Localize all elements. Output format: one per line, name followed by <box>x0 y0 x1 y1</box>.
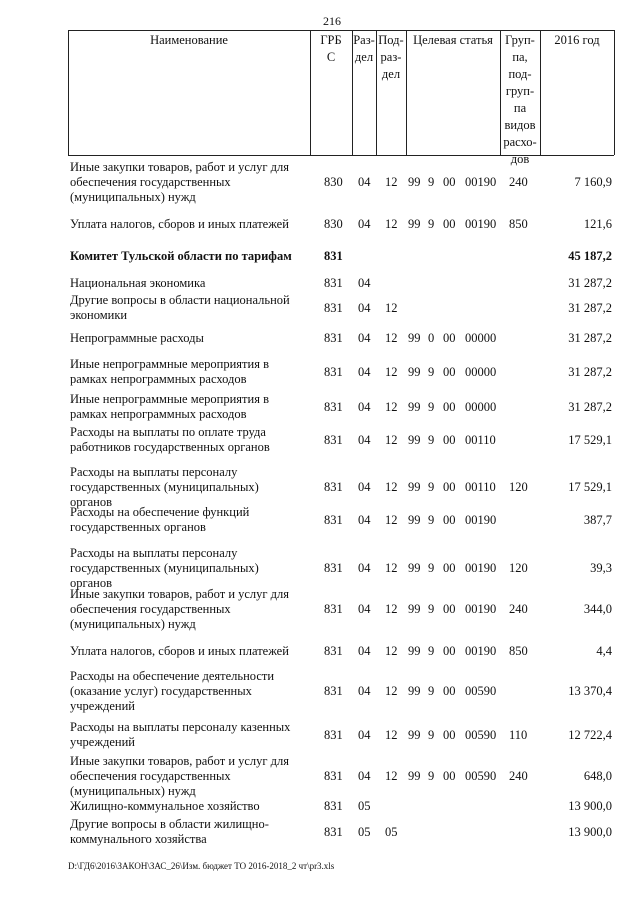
target-direction-cell: 00190 <box>465 513 497 527</box>
grbs-cell: 831 <box>324 799 343 813</box>
row-name: Иные закупки товаров, работ и услуг для обеспечения государственных (муниципальных) нужд <box>70 754 290 798</box>
row-name: Расходы на выплаты персоналу государственных (муниципальных) органов <box>70 546 259 590</box>
target-direction-cell: 00000 <box>465 400 497 414</box>
grbs-cell: 831 <box>324 365 343 379</box>
sum-cell: 13 370,4 <box>568 684 612 698</box>
target-direction-cell: 00110 <box>465 480 496 494</box>
razdel-cell: 04 <box>358 217 371 231</box>
podrazdel-cell: 12 <box>385 175 398 189</box>
target-direction-cell: 00190 <box>465 602 497 616</box>
expense-type-cell: 850 <box>509 644 528 658</box>
target-subprogram-cell: 9 <box>428 433 435 447</box>
header-group-line: видов <box>504 118 536 132</box>
header-year: 2016 год <box>554 33 600 47</box>
expense-type-cell: 120 <box>509 561 528 575</box>
target-program-cell: 99 <box>408 365 421 379</box>
sum-cell: 7 160,9 <box>574 175 612 189</box>
grbs-cell: 831 <box>324 513 343 527</box>
podrazdel-cell: 12 <box>385 602 398 616</box>
podrazdel-cell: 12 <box>385 301 398 315</box>
target-program-cell: 99 <box>408 480 421 494</box>
expense-type-cell: 850 <box>509 217 528 231</box>
header-grbs <box>310 32 352 66</box>
target-direction-cell: 00190 <box>465 217 497 231</box>
target-main-cell: 00 <box>443 433 456 447</box>
row-name: Иные закупки товаров, работ и услуг для обеспечения государственных (муниципальных) нужд <box>70 587 290 631</box>
razdel-cell: 04 <box>358 561 371 575</box>
expense-type-cell: 240 <box>509 602 528 616</box>
grbs-cell: 831 <box>324 728 343 742</box>
sum-cell: 387,7 <box>583 513 612 527</box>
razdel-cell: 04 <box>358 433 371 447</box>
sum-cell: 17 529,1 <box>568 480 612 494</box>
target-direction-cell: 00190 <box>465 644 497 658</box>
grbs-cell: 831 <box>324 480 343 494</box>
razdel-cell: 04 <box>358 365 371 379</box>
header-group-line: под- <box>508 67 532 81</box>
grbs-cell: 831 <box>324 644 343 658</box>
target-direction-cell: 00590 <box>465 769 497 783</box>
sum-cell: 13 900,0 <box>568 799 612 813</box>
razdel-cell: 04 <box>358 644 371 658</box>
row-name: Комитет Тульской области по тарифам <box>70 249 292 263</box>
target-main-cell: 00 <box>443 561 456 575</box>
row-name: Расходы на обеспечение деятельности (оказание услуг) государственных учреждений <box>70 669 275 713</box>
header-name: Наименование <box>150 33 228 47</box>
header-podrazdel-line: раз- <box>380 50 402 64</box>
expense-type-cell: 110 <box>509 728 528 742</box>
grbs-cell: 831 <box>324 301 343 315</box>
header-target: Целевая статья <box>413 33 493 47</box>
header-group-line: груп- <box>505 84 535 98</box>
grbs-cell: 831 <box>324 602 343 616</box>
header-group-line: Груп- <box>505 33 535 47</box>
razdel-cell: 04 <box>358 331 371 345</box>
row-name: Иные непрограммные мероприятия в рамках непрограммных расходов <box>70 357 269 386</box>
row-name: Уплата налогов, сборов и иных платежей <box>70 217 289 231</box>
target-program-cell: 99 <box>408 400 421 414</box>
sum-cell: 4,4 <box>596 644 612 658</box>
target-program-cell: 99 <box>408 331 421 345</box>
target-direction-cell: 00590 <box>465 684 497 698</box>
expense-type-cell: 240 <box>509 175 528 189</box>
header-razdel-line: Раз- <box>353 33 375 47</box>
target-main-cell: 00 <box>443 400 456 414</box>
razdel-cell: 05 <box>358 799 371 813</box>
target-subprogram-cell: 9 <box>428 561 435 575</box>
sum-cell: 12 722,4 <box>568 728 612 742</box>
row-name: Иные закупки товаров, работ и услуг для обеспечения государственных (муниципальных) нужд <box>70 160 290 204</box>
sum-cell: 39,3 <box>590 561 612 575</box>
grbs-cell: 830 <box>324 217 343 231</box>
header-razdel-line: дел <box>354 50 374 64</box>
target-direction-cell: 00190 <box>465 175 497 189</box>
razdel-cell: 04 <box>358 301 371 315</box>
grbs-cell: 831 <box>324 769 343 783</box>
row-name: Другие вопросы в области национальной экономики <box>70 293 290 322</box>
expense-type-cell: 240 <box>509 769 528 783</box>
header-podrazdel <box>376 32 406 83</box>
header-grbs-line: С <box>326 50 336 64</box>
podrazdel-cell: 12 <box>385 217 398 231</box>
podrazdel-cell: 12 <box>385 769 398 783</box>
target-program-cell: 99 <box>408 561 421 575</box>
target-program-cell: 99 <box>408 728 421 742</box>
row-name: Иные непрограммные мероприятия в рамках непрограммных расходов <box>70 392 269 421</box>
sum-cell: 31 287,2 <box>568 276 612 290</box>
target-subprogram-cell: 9 <box>428 728 435 742</box>
sum-cell: 31 287,2 <box>568 400 612 414</box>
row-name: Национальная экономика <box>70 276 206 290</box>
target-main-cell: 00 <box>443 684 456 698</box>
target-subprogram-cell: 9 <box>428 602 435 616</box>
podrazdel-cell: 12 <box>385 331 398 345</box>
target-main-cell: 00 <box>443 217 456 231</box>
grbs-cell: 831 <box>324 331 343 345</box>
expense-type-cell: 120 <box>509 480 528 494</box>
grbs-cell: 831 <box>324 249 343 263</box>
sum-cell: 31 287,2 <box>568 331 612 345</box>
row-name: Расходы на выплаты по оплате труда работников государственных органов <box>70 425 270 454</box>
target-main-cell: 00 <box>443 644 456 658</box>
target-program-cell: 99 <box>408 684 421 698</box>
razdel-cell: 05 <box>358 825 371 839</box>
target-subprogram-cell: 9 <box>428 400 435 414</box>
sum-cell: 121,6 <box>583 217 612 231</box>
razdel-cell: 04 <box>358 480 371 494</box>
target-program-cell: 99 <box>408 175 421 189</box>
sum-cell: 31 287,2 <box>568 365 612 379</box>
header-podrazdel-line: дел <box>381 67 401 81</box>
razdel-cell: 04 <box>358 728 371 742</box>
row-name: Жилищно-коммунальное хозяйство <box>70 799 260 813</box>
target-subprogram-cell: 9 <box>428 513 435 527</box>
podrazdel-cell: 12 <box>385 433 398 447</box>
razdel-cell: 04 <box>358 400 371 414</box>
header-grid-line <box>614 30 615 155</box>
target-program-cell: 99 <box>408 513 421 527</box>
target-program-cell: 99 <box>408 769 421 783</box>
target-program-cell: 99 <box>408 433 421 447</box>
row-name: Другие вопросы в области жилищно-коммунального хозяйства <box>70 817 269 846</box>
header-podrazdel-line: Под- <box>378 33 404 47</box>
grbs-cell: 831 <box>324 825 343 839</box>
target-subprogram-cell: 9 <box>428 684 435 698</box>
sum-cell: 13 900,0 <box>568 825 612 839</box>
razdel-cell: 04 <box>358 602 371 616</box>
podrazdel-cell: 12 <box>385 513 398 527</box>
razdel-cell: 04 <box>358 684 371 698</box>
podrazdel-cell: 12 <box>385 365 398 379</box>
row-name: Непрограммные расходы <box>70 331 204 345</box>
razdel-cell: 04 <box>358 513 371 527</box>
sum-cell: 31 287,2 <box>568 301 612 315</box>
page-number: 216 <box>323 14 341 28</box>
target-program-cell: 99 <box>408 602 421 616</box>
razdel-cell: 04 <box>358 175 371 189</box>
podrazdel-cell: 12 <box>385 728 398 742</box>
header-grbs-line: ГРБ <box>320 33 342 47</box>
podrazdel-cell: 12 <box>385 561 398 575</box>
target-subprogram-cell: 9 <box>428 365 435 379</box>
target-subprogram-cell: 9 <box>428 480 435 494</box>
header-rule <box>68 30 614 31</box>
target-main-cell: 00 <box>443 769 456 783</box>
podrazdel-cell: 12 <box>385 644 398 658</box>
podrazdel-cell: 12 <box>385 684 398 698</box>
header-group-line: па <box>513 101 527 115</box>
target-main-cell: 00 <box>443 331 456 345</box>
row-name: Уплата налогов, сборов и иных платежей <box>70 644 289 658</box>
target-main-cell: 00 <box>443 513 456 527</box>
header-razdel <box>352 32 376 66</box>
target-main-cell: 00 <box>443 365 456 379</box>
target-subprogram-cell: 0 <box>428 331 435 345</box>
target-program-cell: 99 <box>408 217 421 231</box>
target-direction-cell: 00000 <box>465 331 497 345</box>
target-subprogram-cell: 9 <box>428 175 435 189</box>
target-direction-cell: 00110 <box>465 433 496 447</box>
grbs-cell: 830 <box>324 175 343 189</box>
sum-cell: 648,0 <box>583 769 612 783</box>
header-group-line: дов <box>510 152 530 166</box>
grbs-cell: 831 <box>324 276 343 290</box>
target-main-cell: 00 <box>443 728 456 742</box>
sum-cell: 344,0 <box>583 602 612 616</box>
podrazdel-cell: 05 <box>385 825 398 839</box>
razdel-cell: 04 <box>358 769 371 783</box>
header-group <box>500 32 540 168</box>
row-name: Расходы на выплаты персоналу государственных (муниципальных) органов <box>70 465 259 509</box>
target-program-cell: 99 <box>408 644 421 658</box>
grbs-cell: 831 <box>324 433 343 447</box>
header-group-line: расхо- <box>503 135 537 149</box>
target-subprogram-cell: 9 <box>428 217 435 231</box>
target-direction-cell: 00000 <box>465 365 497 379</box>
grbs-cell: 831 <box>324 400 343 414</box>
target-direction-cell: 00590 <box>465 728 497 742</box>
target-subprogram-cell: 9 <box>428 644 435 658</box>
row-name: Расходы на обеспечение функций государственных органов <box>70 505 250 534</box>
podrazdel-cell: 12 <box>385 480 398 494</box>
grbs-cell: 831 <box>324 561 343 575</box>
sum-cell: 45 187,2 <box>568 249 612 263</box>
grbs-cell: 831 <box>324 684 343 698</box>
target-subprogram-cell: 9 <box>428 769 435 783</box>
header-group-line: па, <box>512 50 528 64</box>
file-path-footer: D:\ГД6\2016\ЗАКОН\ЗАС_26\Изм. бюджет ТО 2016-2018_2 чт\pr3.xls <box>68 861 335 871</box>
target-main-cell: 00 <box>443 480 456 494</box>
row-name: Расходы на выплаты персоналу казенных учреждений <box>70 720 291 749</box>
podrazdel-cell: 12 <box>385 400 398 414</box>
sum-cell: 17 529,1 <box>568 433 612 447</box>
razdel-cell: 04 <box>358 276 371 290</box>
target-direction-cell: 00190 <box>465 561 497 575</box>
target-main-cell: 00 <box>443 175 456 189</box>
target-main-cell: 00 <box>443 602 456 616</box>
